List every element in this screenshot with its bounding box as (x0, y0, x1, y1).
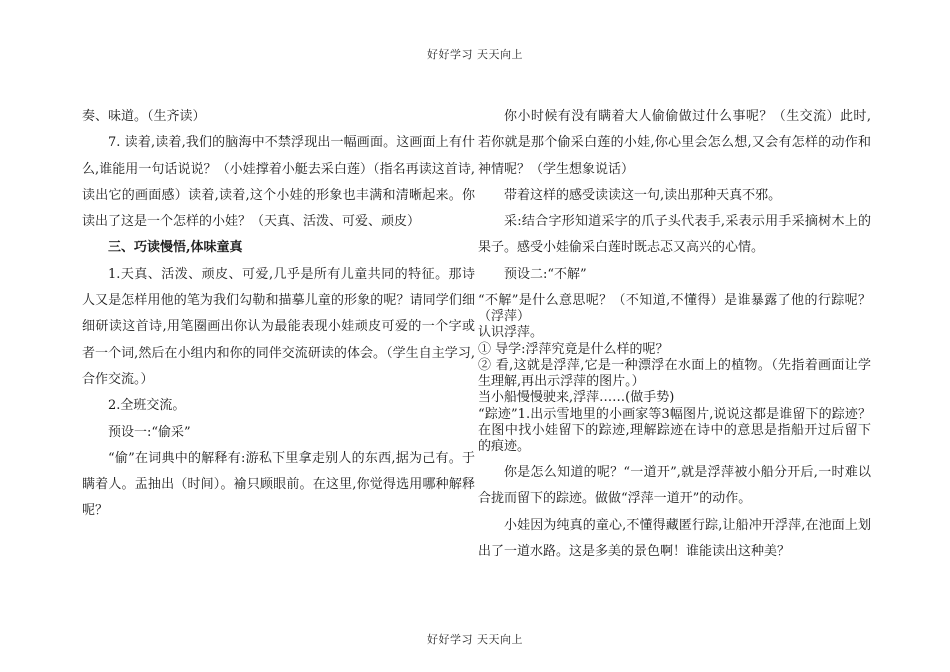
paragraph: 认识浮萍。 (478, 325, 544, 341)
page-header: 好好学习 天天向上 (427, 48, 523, 61)
section-heading: 三、巧读慢悟,体味童真 (108, 240, 243, 256)
paragraph: 7. 读着,读着,我们的脑海中不禁浮现出一幅画面。这画面上有什么,谁能用一句话说说？（小娃撑着小艇去采白莲）（指名再读这首诗,读出它的画面感）读着,读着,这个小娃的形象也丰满和清晰起来。你读出了这是一个怎样的小娃？（天真、活泼、可爱、顽皮） (82, 135, 475, 230)
preset-heading: 预设一:“偷采” (108, 424, 191, 440)
page-footer: 好好学习 天天向上 (427, 633, 523, 646)
paragraph: 1.天真、活泼、顽皮、可爱,几乎是所有儿童共同的特征。那诗人又是怎样用他的笔为我们勾勒和描摹儿童的形象的呢？请同学们细细研读这首诗,用笔圈画出你认为最能表现小娃顽皮可爱的一个字或者一个词,然后在小组内和你的同伴交流研读的体会。（学生自主学习,合作交流。） (82, 266, 475, 387)
list-item: ① 导学:浮萍究竟是什么样的呢？ (478, 341, 669, 357)
paragraph: 当小船慢慢驶来,浮萍……(做手势) (478, 390, 675, 406)
left-column (82, 104, 475, 525)
paragraph: 你小时候有没有瞒着大人偷偷做过什么事呢？（生交流）此时,若你就是那个偷采白莲的小娃,你心里会怎么想,又会有怎样的动作和神情呢？（学生想象说话） (478, 109, 871, 177)
paragraph: “偷”在词典中的解释有:游私下里拿走别人的东西,据为己有。于瞒着人。盂抽出（时间）。褕只顾眼前。在这里,你觉得选用哪种解释呢？ (82, 450, 475, 519)
paragraph: 采:结合字形知道采字的爪子头代表手,采表示用手采摘树木上的果子。感受小娃偷采白莲时既忐忑又高兴的心情。 (478, 214, 871, 256)
paragraph: “踪迹”1.出示雪地里的小画家等3幅图片,说说这都是谁留下的踪迹？在图中找小娃留下的踪迹,理解踪迹在诗中的意思是指船开过后留下的痕迹。 (478, 406, 871, 454)
paragraph: 2.全班交流。 (108, 398, 186, 414)
paragraph: 你是怎么知道的呢？“一道开”,就是浮萍被小船分开后,一时难以合拢而留下的踪迹。做做“浮萍一道开”的动作。 (478, 465, 871, 507)
right-column (478, 104, 871, 565)
paragraph: 小娃因为纯真的童心,不懂得藏匿行踪,让船冲开浮萍,在池面上划出了一道水路。这是多美的景色啊！谁能读出这种美？ (478, 517, 871, 559)
paragraph: 奏、味道。（生齐读） (82, 109, 206, 124)
list-item: ② 看,这就是浮萍,它是一种漂浮在水面上的植物。（先指着画面让学生理解,再出示浮萍的图片。） (478, 357, 871, 390)
preset-heading: 预设二:“不解” (504, 266, 587, 282)
paragraph: “不解”是什么意思呢？（不知道,不懂得）是谁暴露了他的行踪呢？（浮萍） (478, 293, 871, 325)
paragraph: 带着这样的感受读读这一句,读出那种天真不邪。 (504, 187, 782, 203)
